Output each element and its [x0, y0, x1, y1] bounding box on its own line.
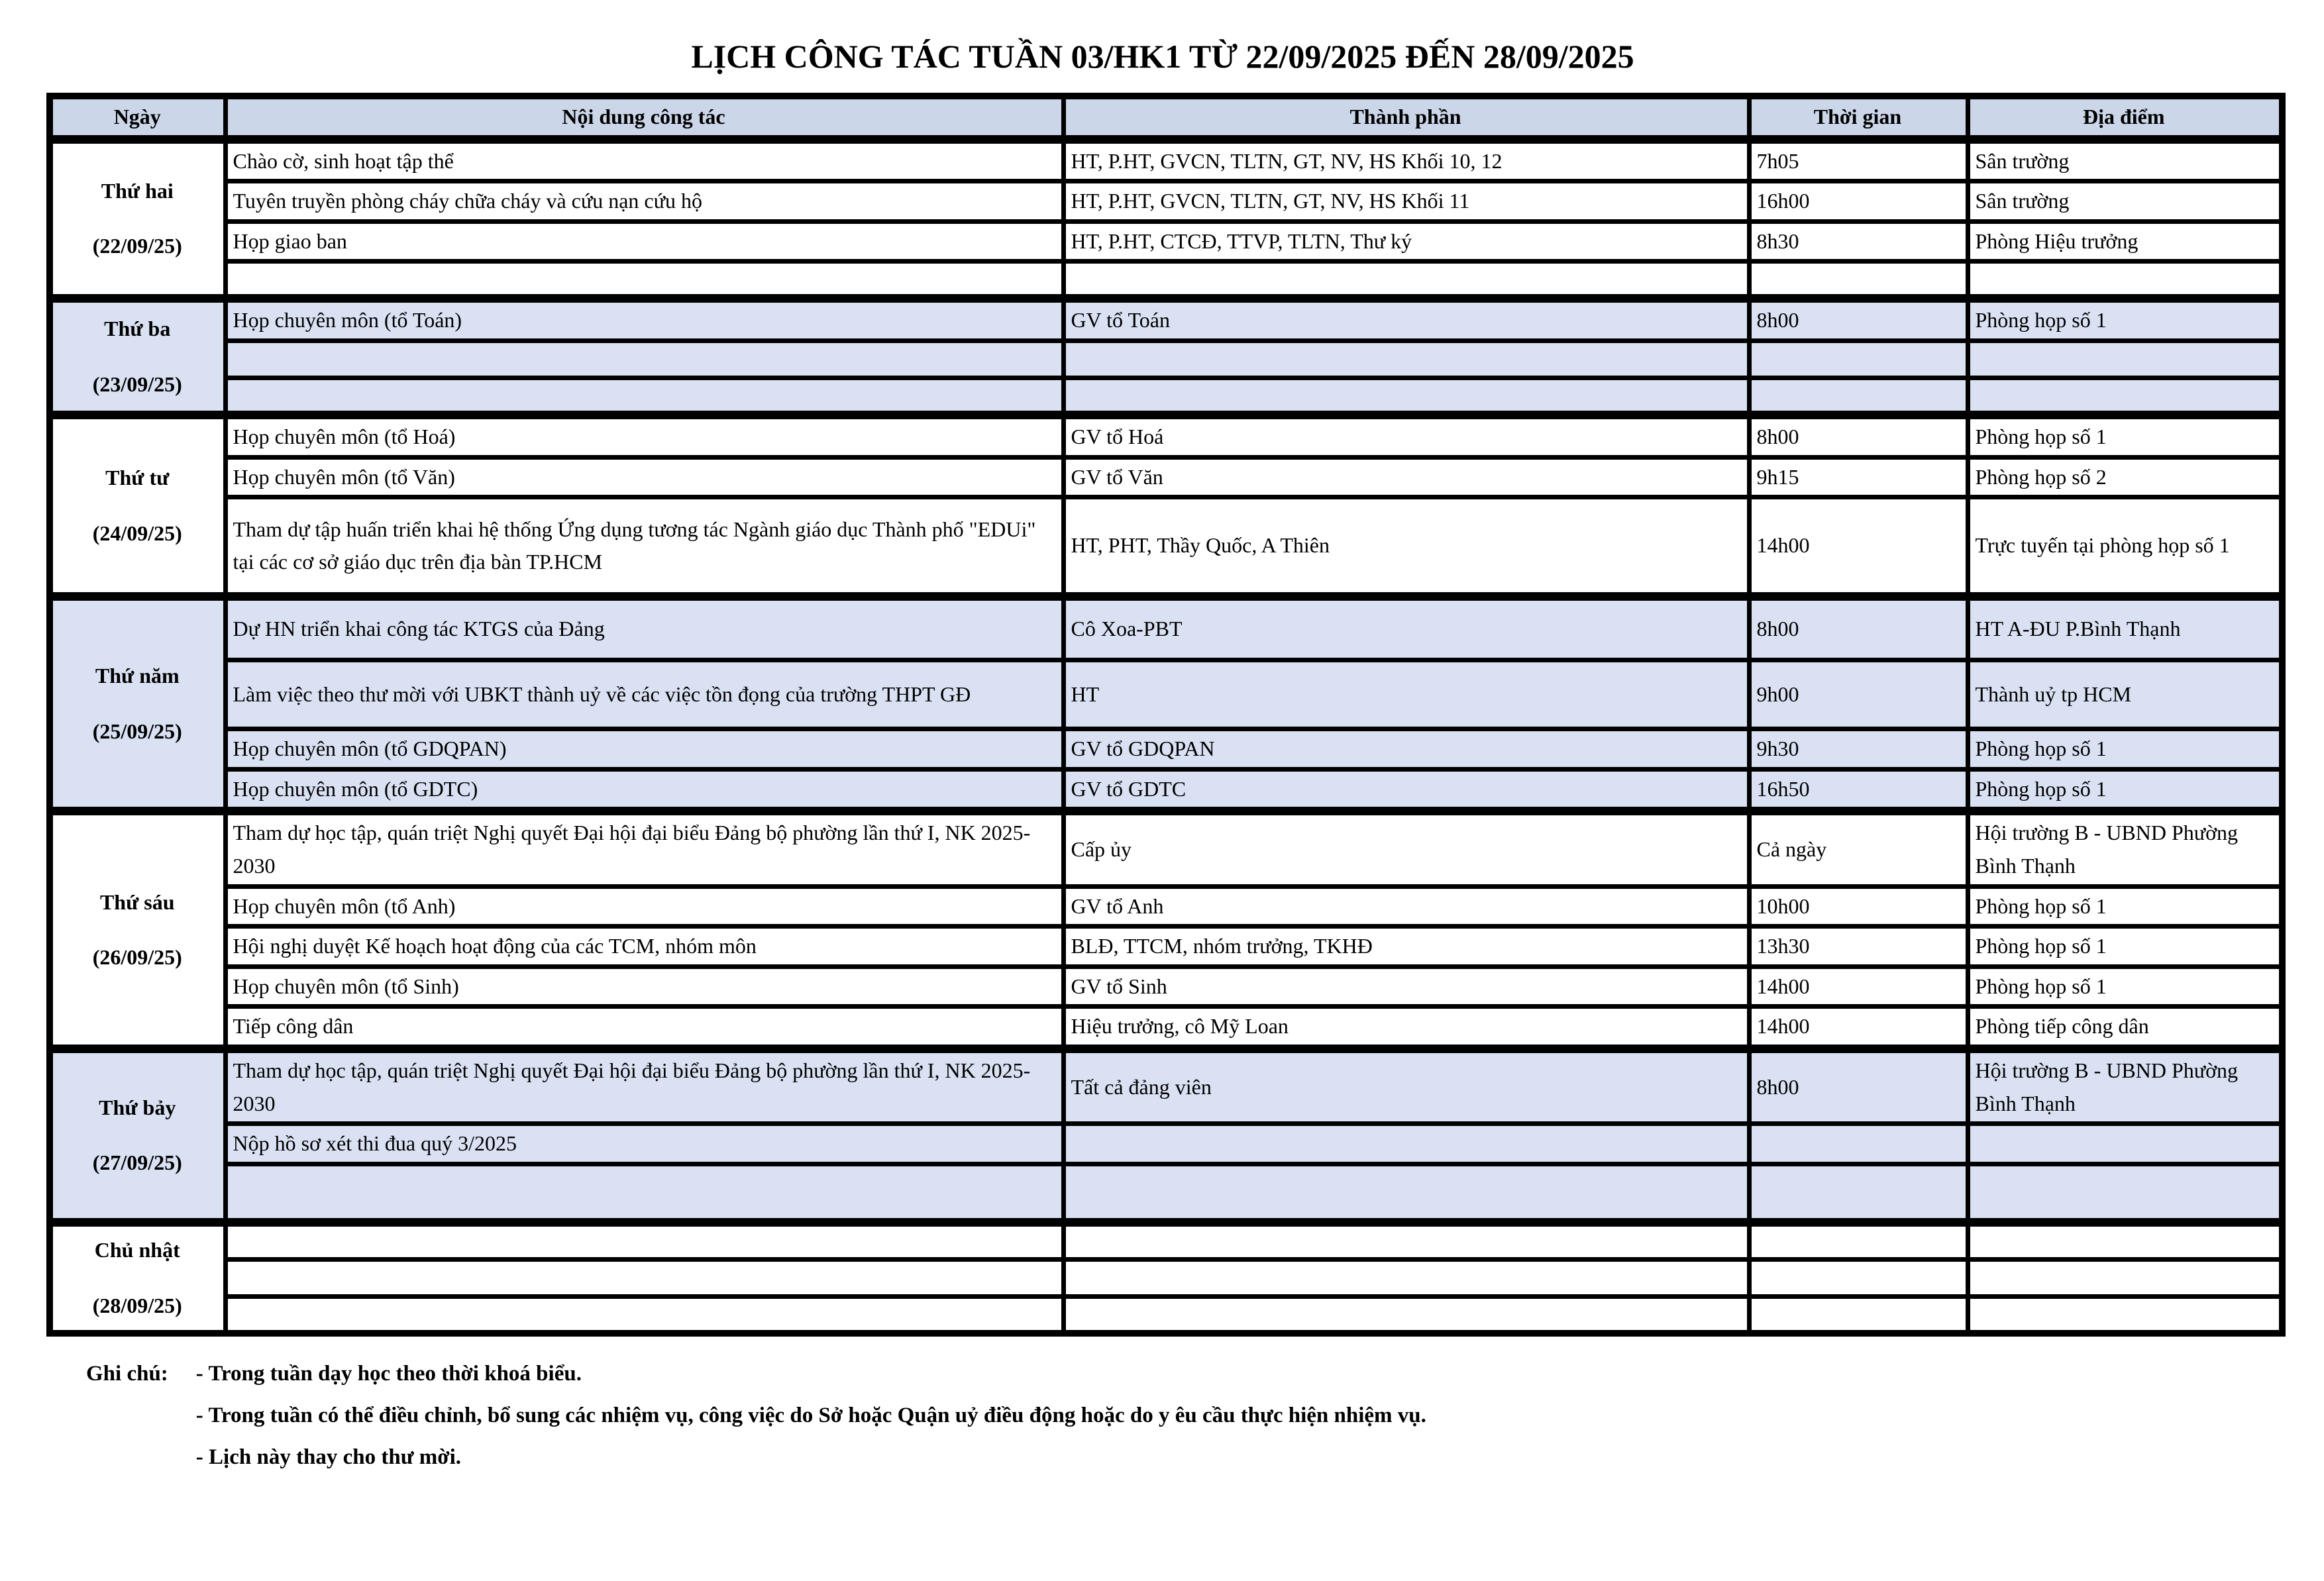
content-cell: Tuyên truyền phòng cháy chữa cháy và cứu nạn cứu hộ — [225, 181, 1063, 222]
column-header-content: Nội dung công tác — [225, 96, 1063, 139]
content-cell: Họp chuyên môn (tổ Hoá) — [225, 415, 1063, 457]
table-row — [50, 415, 2282, 457]
content-cell — [225, 1259, 1063, 1296]
time-cell — [1749, 1164, 1968, 1222]
table-row — [50, 1124, 2282, 1164]
header-row — [50, 96, 2282, 139]
content-cell — [225, 262, 1063, 299]
participants-cell: GV tổ Toán — [1063, 299, 1749, 341]
table-row — [50, 1164, 2282, 1222]
content-cell: Họp chuyên môn (tổ GDQPAN) — [225, 729, 1063, 770]
table-row — [50, 1296, 2282, 1333]
day-name: Thứ tư — [105, 465, 170, 489]
table-row — [50, 1222, 2282, 1259]
content-cell: Họp chuyên môn (tổ Toán) — [225, 299, 1063, 341]
column-header-time: Thời gian — [1749, 96, 1968, 139]
note-item: - Trong tuần dạy học theo thời khoá biểu. — [195, 1362, 582, 1386]
location-cell: Phòng họp số 1 — [1968, 299, 2282, 341]
time-cell: 13h30 — [1749, 927, 1968, 967]
participants-cell: GV tổ Sinh — [1063, 966, 1749, 1007]
participants-cell: HT, P.HT, GVCN, TLTN, GT, NV, HS Khối 11 — [1063, 181, 1749, 222]
content-cell — [225, 378, 1063, 415]
location-cell — [1968, 262, 2282, 299]
day-date: (25/09/25) — [92, 719, 182, 743]
location-cell: HT A-ĐU P.Bình Thạnh — [1968, 597, 2282, 660]
table-row — [50, 139, 2282, 181]
schedule-table — [46, 93, 2286, 1337]
time-cell — [1749, 1222, 1968, 1259]
day-date: (23/09/25) — [92, 372, 182, 396]
day-name: Thứ năm — [95, 664, 180, 688]
content-cell: Họp chuyên môn (tổ Anh) — [225, 886, 1063, 927]
day-date: (22/09/25) — [92, 234, 182, 258]
day-cell-thu-ba — [50, 299, 225, 415]
time-cell: 10h00 — [1749, 886, 1968, 927]
day-name: Thứ ba — [104, 317, 171, 341]
participants-cell: GV tổ GDQPAN — [1063, 729, 1749, 770]
content-cell: Chào cờ, sinh hoạt tập thể — [225, 139, 1063, 181]
location-cell: Hội trường B - UBND Phường Bình Thạnh — [1968, 1048, 2282, 1123]
participants-cell: Cô Xoa-PBT — [1063, 597, 1749, 660]
participants-cell — [1063, 1124, 1749, 1164]
table-row — [50, 769, 2282, 811]
participants-cell: Tất cả đảng viên — [1063, 1048, 1749, 1123]
time-cell: 8h00 — [1749, 1048, 1968, 1123]
location-cell — [1968, 1222, 2282, 1259]
location-cell: Phòng họp số 1 — [1968, 415, 2282, 457]
location-cell: Phòng họp số 1 — [1968, 729, 2282, 770]
notes-label: Ghi chú: — [86, 1362, 168, 1386]
time-cell — [1749, 340, 1968, 378]
table-row — [50, 340, 2282, 378]
location-cell — [1968, 1259, 2282, 1296]
participants-cell — [1063, 1222, 1749, 1259]
participants-cell: GV tổ Anh — [1063, 886, 1749, 927]
table-row — [50, 1007, 2282, 1049]
content-cell — [225, 340, 1063, 378]
page-title: LỊCH CÔNG TÁC TUẦN 03/HK1 TỪ 22/09/2025 ĐẾN 28/09/2025 — [691, 38, 1634, 75]
content-cell: Họp chuyên môn (tổ Sinh) — [225, 966, 1063, 1007]
location-cell: Phòng họp số 2 — [1968, 457, 2282, 497]
day-cell-chu-nhat — [50, 1222, 225, 1333]
participants-cell: GV tổ Văn — [1063, 457, 1749, 497]
participants-cell — [1063, 378, 1749, 415]
table-row — [50, 299, 2282, 341]
location-cell: Sân trường — [1968, 181, 2282, 222]
day-cell-thu-sau — [50, 811, 225, 1049]
content-cell: Họp chuyên môn (tổ Văn) — [225, 457, 1063, 497]
location-cell — [1968, 378, 2282, 415]
table-row — [50, 660, 2282, 729]
content-cell: Họp giao ban — [225, 221, 1063, 262]
time-cell — [1749, 262, 1968, 299]
day-date: (24/09/25) — [92, 521, 182, 545]
table-row — [50, 221, 2282, 262]
time-cell: 14h00 — [1749, 1007, 1968, 1049]
location-cell: Phòng Hiệu trưởng — [1968, 221, 2282, 262]
participants-cell: GV tổ GDTC — [1063, 769, 1749, 811]
day-name: Chủ nhật — [94, 1238, 180, 1262]
time-cell — [1749, 378, 1968, 415]
time-cell: 7h05 — [1749, 139, 1968, 181]
column-header-participants: Thành phần — [1063, 96, 1749, 139]
day-name: Thứ bảy — [99, 1095, 176, 1119]
content-cell — [225, 1222, 1063, 1259]
location-cell: Phòng họp số 1 — [1968, 966, 2282, 1007]
table-row — [50, 497, 2282, 597]
notes-section — [86, 1362, 2279, 1470]
participants-cell — [1063, 1296, 1749, 1333]
day-date: (27/09/25) — [92, 1150, 182, 1175]
note-item: - Lịch này thay cho thư mời. — [195, 1445, 461, 1470]
time-cell: 9h30 — [1749, 729, 1968, 770]
notes-list — [196, 1362, 1426, 1470]
time-cell — [1749, 1259, 1968, 1296]
table-row — [50, 886, 2282, 927]
time-cell — [1749, 1296, 1968, 1333]
content-cell: Tham dự học tập, quán triệt Nghị quyết Đại hội đại biểu Đảng bộ phường lần thứ I, NK 2025-2030 — [225, 1048, 1063, 1123]
time-cell: 16h50 — [1749, 769, 1968, 811]
content-cell — [225, 1296, 1063, 1333]
participants-cell: GV tổ Hoá — [1063, 415, 1749, 457]
content-cell: Làm việc theo thư mời với UBKT thành uỷ về các việc tồn đọng của trường THPT GĐ — [225, 660, 1063, 729]
time-cell: 9h00 — [1749, 660, 1968, 729]
location-cell — [1968, 1164, 2282, 1222]
note-item: - Trong tuần có thể điều chỉnh, bổ sung các nhiệm vụ, công việc do Sở hoặc Quận uỷ điều động hoặc do y êu cầu thực hiện nhiệm vụ. — [195, 1403, 1426, 1428]
location-cell: Thành uỷ tp HCM — [1968, 660, 2282, 729]
table-row — [50, 1048, 2282, 1123]
time-cell: 14h00 — [1749, 966, 1968, 1007]
participants-cell: HT — [1063, 660, 1749, 729]
table-row — [50, 457, 2282, 497]
participants-cell — [1063, 262, 1749, 299]
participants-cell: Hiệu trưởng, cô Mỹ Loan — [1063, 1007, 1749, 1049]
table-row — [50, 811, 2282, 886]
time-cell: 14h00 — [1749, 497, 1968, 597]
time-cell: 16h00 — [1749, 181, 1968, 222]
participants-cell: BLĐ, TTCM, nhóm trưởng, TKHĐ — [1063, 927, 1749, 967]
day-date: (28/09/25) — [92, 1293, 182, 1317]
table-row — [50, 729, 2282, 770]
location-cell: Hội trường B - UBND Phường Bình Thạnh — [1968, 811, 2282, 886]
table-row — [50, 378, 2282, 415]
location-cell: Phòng tiếp công dân — [1968, 1007, 2282, 1049]
location-cell: Phòng họp số 1 — [1968, 927, 2282, 967]
table-row — [50, 262, 2282, 299]
content-cell: Dự HN triển khai công tác KTGS của Đảng — [225, 597, 1063, 660]
time-cell: 8h00 — [1749, 597, 1968, 660]
day-cell-thu-bay — [50, 1048, 225, 1222]
column-header-location: Địa điểm — [1968, 96, 2282, 139]
participants-cell — [1063, 1164, 1749, 1222]
location-cell — [1968, 1124, 2282, 1164]
day-name: Thứ hai — [101, 178, 174, 203]
location-cell: Phòng họp số 1 — [1968, 886, 2282, 927]
time-cell: 8h00 — [1749, 415, 1968, 457]
content-cell: Nộp hồ sơ xét thi đua quý 3/2025 — [225, 1124, 1063, 1164]
location-cell: Phòng họp số 1 — [1968, 769, 2282, 811]
content-cell: Họp chuyên môn (tổ GDTC) — [225, 769, 1063, 811]
day-cell-thu-tu — [50, 415, 225, 596]
time-cell: 9h15 — [1749, 457, 1968, 497]
column-header-day: Ngày — [50, 96, 225, 139]
content-cell: Tham dự học tập, quán triệt Nghị quyết Đại hội đại biểu Đảng bộ phường lần thứ I, NK 2025-2030 — [225, 811, 1063, 886]
table-row — [50, 1259, 2282, 1296]
table-row — [50, 927, 2282, 967]
time-cell: Cả ngày — [1749, 811, 1968, 886]
location-cell: Trực tuyến tại phòng họp số 1 — [1968, 497, 2282, 597]
participants-cell: HT, P.HT, GVCN, TLTN, GT, NV, HS Khối 10, 12 — [1063, 139, 1749, 181]
location-cell: Sân trường — [1968, 139, 2282, 181]
table-row — [50, 181, 2282, 222]
time-cell: 8h00 — [1749, 299, 1968, 341]
day-cell-thu-hai — [50, 139, 225, 299]
participants-cell — [1063, 340, 1749, 378]
day-date: (26/09/25) — [92, 945, 182, 970]
participants-cell: Cấp ủy — [1063, 811, 1749, 886]
content-cell: Tham dự tập huấn triển khai hệ thống Ứng dụng tương tác Ngành giáo dục Thành phố "EDUi" tại các cơ sở giáo dục trên địa bàn TP.HCM — [225, 497, 1063, 597]
table-row — [50, 966, 2282, 1007]
location-cell — [1968, 1296, 2282, 1333]
participants-cell: HT, P.HT, CTCĐ, TTVP, TLTN, Thư ký — [1063, 221, 1749, 262]
day-cell-thu-nam — [50, 597, 225, 811]
content-cell: Tiếp công dân — [225, 1007, 1063, 1049]
content-cell — [225, 1164, 1063, 1222]
participants-cell: HT, PHT, Thầy Quốc, A Thiên — [1063, 497, 1749, 597]
time-cell: 8h30 — [1749, 221, 1968, 262]
content-cell: Hội nghị duyệt Kế hoạch hoạt động của các TCM, nhóm môn — [225, 927, 1063, 967]
table-row — [50, 597, 2282, 660]
day-name: Thứ sáu — [99, 890, 175, 914]
location-cell — [1968, 340, 2282, 378]
participants-cell — [1063, 1259, 1749, 1296]
time-cell — [1749, 1124, 1968, 1164]
